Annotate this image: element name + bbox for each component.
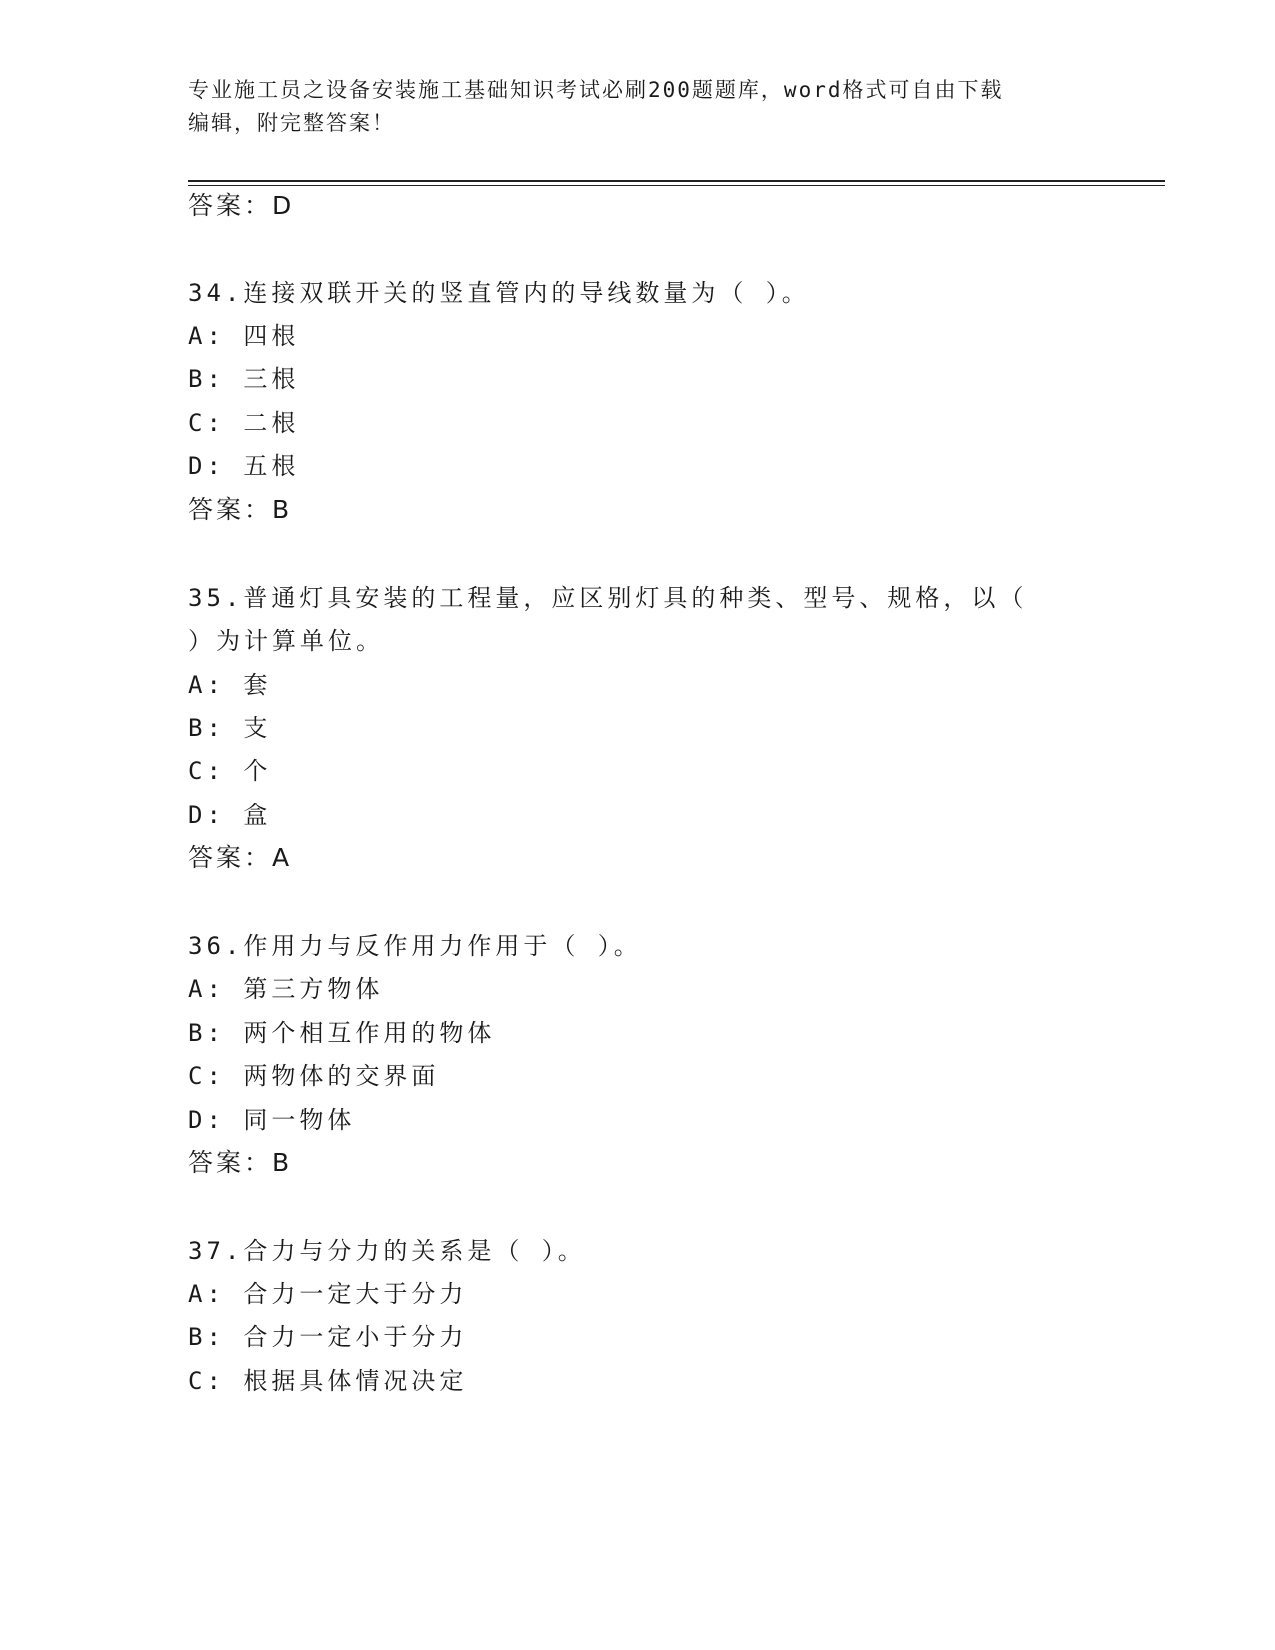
option-34-b: B: 三根 [188, 365, 300, 393]
question-37: 37.合力与分力的关系是（ ）。 [188, 1237, 586, 1265]
option-36-c: C: 两物体的交界面 [188, 1062, 440, 1090]
question-36: 36.作用力与反作用力作用于（ ）。 [188, 932, 642, 960]
answer-34: 答案：B [188, 495, 293, 524]
header-divider-thin [188, 185, 1165, 186]
header-divider-thick [188, 180, 1165, 182]
option-35-b: B: 支 [188, 714, 272, 742]
question-35-line-1: 35.普通灯具安装的工程量，应区别灯具的种类、型号、规格，以（ [188, 584, 1028, 612]
option-37-c: C: 根据具体情况决定 [188, 1367, 468, 1395]
option-34-a: A: 四根 [188, 322, 300, 350]
document-header [188, 74, 1088, 140]
header-line-1: 专业施工员之设备安装施工基础知识考试必刷200题题库，word格式可自由下载 [188, 78, 1004, 102]
header-line-2: 编辑，附完整答案！ [188, 111, 395, 135]
option-36-a: A: 第三方物体 [188, 975, 384, 1003]
option-34-d: D: 五根 [188, 452, 300, 480]
answer-36: 答案：B [188, 1148, 293, 1177]
option-37-a: A: 合力一定大于分力 [188, 1280, 468, 1308]
option-35-a: A: 套 [188, 671, 272, 699]
option-35-d: D: 盒 [188, 801, 272, 829]
option-36-b: B: 两个相互作用的物体 [188, 1019, 496, 1047]
option-37-b: B: 合力一定小于分力 [188, 1323, 468, 1351]
option-34-c: C: 二根 [188, 409, 300, 437]
option-35-c: C: 个 [188, 757, 272, 785]
question-34: 34.连接双联开关的竖直管内的导线数量为（ ）。 [188, 279, 810, 307]
previous-answer: 答案：D [188, 191, 295, 220]
option-36-d: D: 同一物体 [188, 1106, 356, 1134]
question-35-line-2: ）为计算单位。 [188, 627, 384, 655]
answer-35: 答案：A [188, 843, 293, 872]
